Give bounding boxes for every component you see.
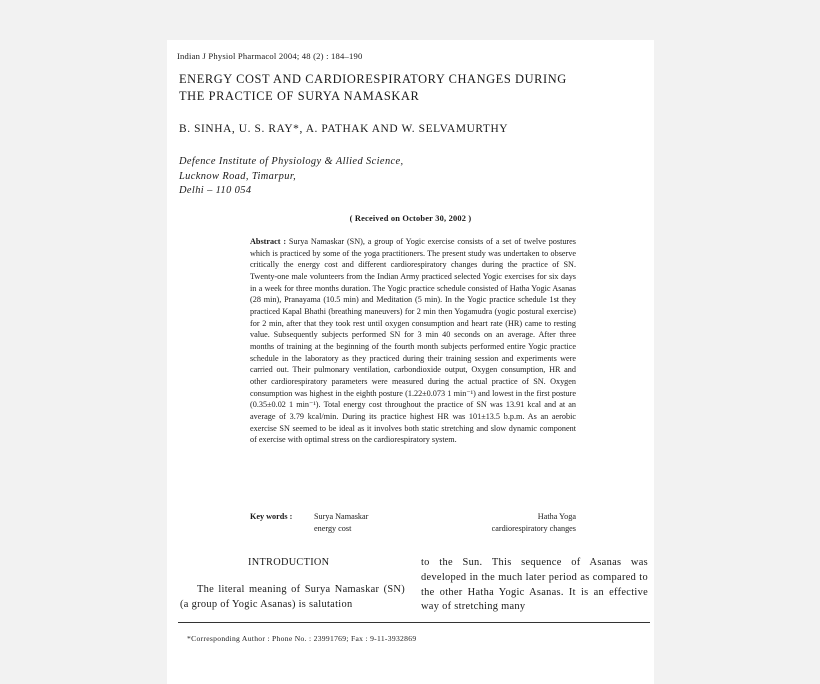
body-paragraph: to the Sun. This sequence of Asanas was developed in the much later period as compared to the other Hatha Yogic Asanas. It is an effective way of stretching many	[421, 557, 648, 613]
abstract	[250, 236, 576, 446]
introduction-heading: INTRODUCTION	[248, 557, 330, 568]
keywords-heading: Key words :	[250, 512, 293, 521]
keyword: Hatha Yoga	[537, 512, 576, 521]
keyword: Surya Namaskar	[314, 512, 369, 521]
author-list: B. SINHA, U. S. RAY*, A. PATHAK AND W. SELVAMURTHY	[179, 123, 509, 135]
journal-reference: Indian J Physiol Pharmacol 2004; 48 (2) : 184–190	[177, 51, 363, 61]
footnote: *Corresponding Author : Phone No. : 23991769; Fax : 9-11-3932869	[187, 634, 417, 643]
body-column-right	[421, 556, 648, 615]
affiliation-line: Lucknow Road, Timarpur,	[179, 170, 297, 182]
abstract-heading: Abstract :	[250, 237, 287, 246]
keyword: cardiorespiratory changes	[491, 523, 576, 533]
affiliation-line: Delhi – 110 054	[179, 185, 252, 196]
affiliation-line: Defence Institute of Physiology & Allied Science,	[179, 156, 404, 167]
received-date: ( Received on October 30, 2002 )	[349, 214, 472, 223]
title-line: ENERGY COST AND CARDIORESPIRATORY CHANGES DURING	[179, 72, 567, 86]
footnote-divider	[178, 622, 650, 623]
keyword: energy cost	[314, 523, 352, 533]
title-line: THE PRACTICE OF SURYA NAMASKAR	[179, 89, 420, 103]
paper-page	[167, 40, 654, 684]
body-column-left	[180, 583, 405, 613]
body-paragraph: The literal meaning of Surya Namaskar (SN) (a group of Yogic Asanas) is salutation	[180, 584, 405, 610]
abstract-text: Surya Namaskar (SN), a group of Yogic exercise consists of a set of twelve postures which is practiced by some of the yoga practitioners. The present study was undertaken to observe critically the energy cost and different cardiorespiratory changes during the practice of SN. Twenty-one male volunteers from the Indian Army practiced selected Yogic exercises for six days in a week for three months duration. The Yogic practice schedule consisted of Hatha Yogic Asanas (28 min), Pranayama (10.5 min) and Meditation (5 min). In the Yogic practice schedule 1st they practiced Kapal Bhathi (breathing maneuvers) for 2 min then Yogamudra (yogic postural exercise) for 2 min, after that they took rest until oxygen consumption and heart rate (HR) came to resting value. Subsequently subjects performed SN for 3 min 40 seconds on an average. After three months of training at the beginning of the fourth month subjects performed entire Yogic practice schedule in the laboratory as they practiced during their training session and experiments were carried out. Their pulmonary ventilation, carbondioxide output, Oxygen consumption, HR and other cardiorespiratory parameters were measured during the actual practice of SN. Oxygen consumption was highest in the eighth posture (1.22±0.073 1 min⁻¹) and lowest in the first posture (0.35±0.02 1 min⁻¹). Total energy cost throughout the practice of SN was 13.91 kcal and at an average of 3.79 kcal/min. During its practice highest HR was 101±13.5 b.p.m. As an aerobic exercise SN seemed to be ideal as it involves both static stretching and slow dynamic component of exercise with optimal stress on the cardiorespiratory system.	[250, 237, 576, 445]
affiliation	[179, 155, 404, 199]
paper-title	[179, 71, 639, 105]
